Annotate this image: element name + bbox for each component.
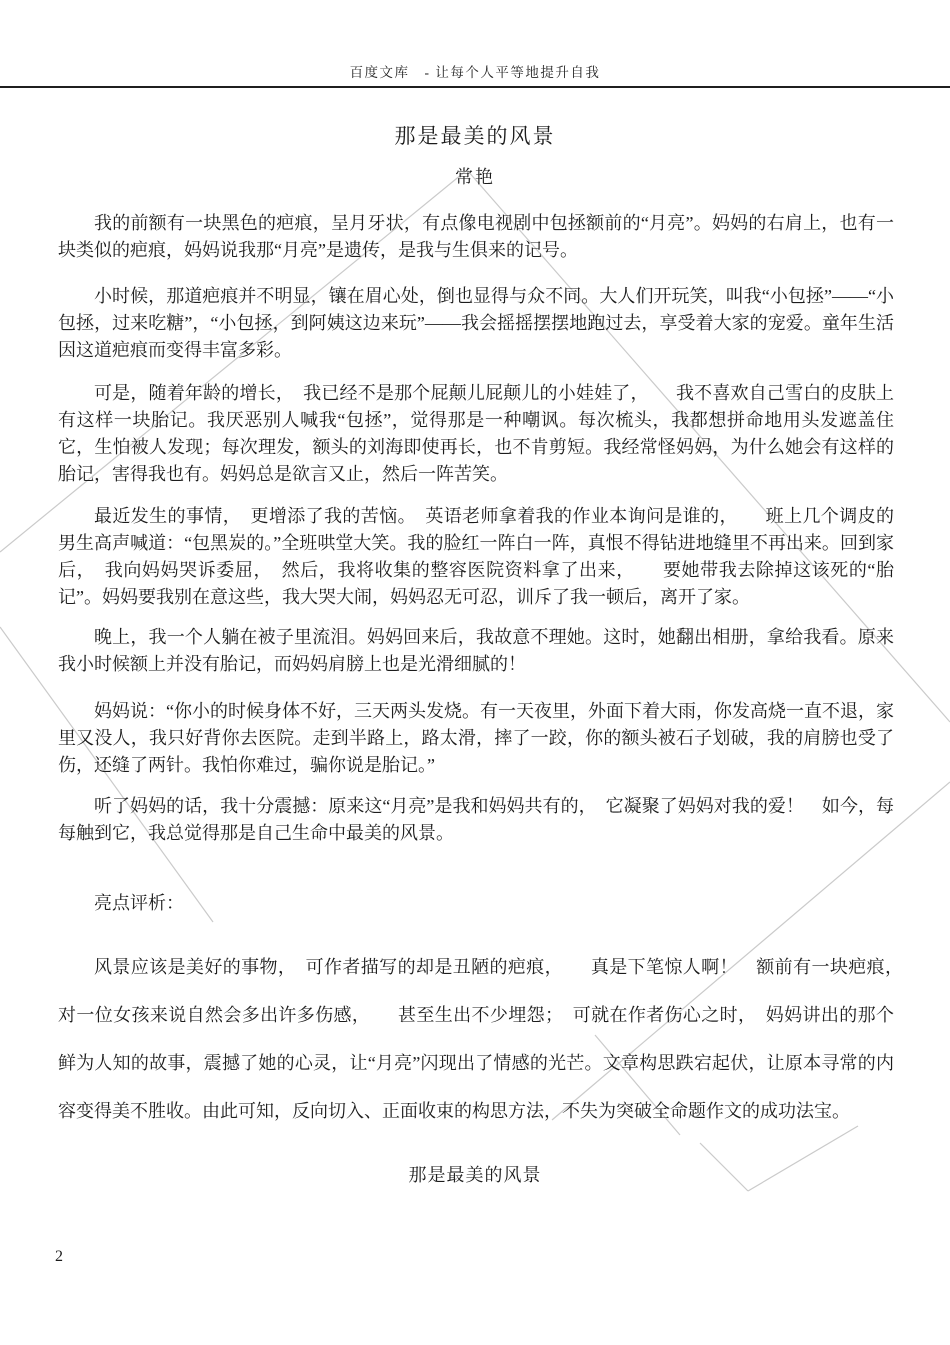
author-name: 常艳 [455, 167, 495, 187]
body-paragraph: 小时候，那道疤痕并不明显，镶在眉心处，倒也显得与众不同。大人们开玩笑，叫我“小包拯”——“小包拯，过来吃糖”，“小包拯，到阿姨这边来玩”——我会摇摇摆摆地跑过去，享受着大家的宠爱。童年生活因这道疤痕而变得丰富多彩。 [58, 286, 894, 360]
body-paragraph: 可是，随着年龄的增长， 我已经不是那个屁颠儿屁颠儿的小娃娃了， 我不喜欢自己雪白的皮肤上有这样一块胎记。我厌恶别人喊我“包拯”，觉得那是一种嘲讽。每次梳头，我都想拼命地用头发遮盖住它，生怕被人发现；每次理发，额头的刘海即使再长，也不肯剪短。我经常怪妈妈，为什么她会有这样的胎记，害得我也有。妈妈总是欲言又止，然后一阵苦笑。 [58, 383, 894, 484]
site-header-text: 百度文库 - 让每个人平等地提升自我 [349, 65, 601, 80]
body-paragraph: 最近发生的事情， 更增添了我的苦恼。 英语老师拿着我的作业本询问是谁的， 班上几个调皮的男生高声喊道：“包黑炭的。”全班哄堂大笑。我的脸红一阵白一阵，真恨不得钻进地缝里不再出来。回到家后， 我向妈妈哭诉委屈， 然后，我将收集的整容医院资料拿了出来， 要她带我去除掉这该死的“胎记”。妈妈要我别在意这些，我大哭大闹，妈妈忍无可忍，训斥了我一顿后，离开了家。 [58, 506, 894, 607]
document-title: 那是最美的风景 [394, 124, 556, 148]
body-paragraph: 听了妈妈的话，我十分震撼：原来这“月亮”是我和妈妈共有的， 它凝聚了妈妈对我的爱！ 如今，每每触到它，我总觉得那是自己生命中最美的风景。 [58, 796, 894, 843]
section-label: 亮点评析： [94, 893, 184, 913]
footer-title: 那是最美的风景 [408, 1165, 542, 1185]
body-paragraph: 晚上，我一个人躺在被子里流泪。妈妈回来后，我故意不理她。这时，她翻出相册，拿给我看。原来我小时候额上并没有胎记，而妈妈肩膀上也是光滑细腻的！ [58, 627, 894, 674]
body-paragraph: 妈妈说：“你小的时候身体不好，三天两头发烧。有一天夜里，外面下着大雨，你发高烧一直不退，家里又没人，我只好背你去医院。走到半路上，路太滑，摔了一跤，你的额头被石子划破，我的肩膀也受了伤，还缝了两针。我怕你难过，骗你说是胎记。” [58, 701, 894, 775]
header-divider [0, 86, 950, 88]
body-paragraph: 我的前额有一块黑色的疤痕，呈月牙状，有点像电视剧中包拯额前的“月亮”。妈妈的右肩上，也有一块类似的疤痕，妈妈说我那“月亮”是遗传，是我与生俱来的记号。 [58, 213, 894, 260]
analysis-paragraph: 风景应该是美好的事物， 可作者描写的却是丑陋的疤痕， 真是下笔惊人啊！ 额前有一块疤痕， 对一位女孩来说自然会多出许多伤感， 甚至生出不少埋怨； 可就在作者伤心之时， 妈妈讲出的那个鲜为人知的故事，震撼了她的心灵，让“月亮”闪现出了情感的光芒。文章构思跌宕起伏，让原本寻常的内容变得美不胜收。由此可知，反向切入、正面收束的构思方法，不失为突破全命题作文的成功法宝。 [58, 957, 912, 1121]
page-number: 2 [55, 1248, 63, 1265]
